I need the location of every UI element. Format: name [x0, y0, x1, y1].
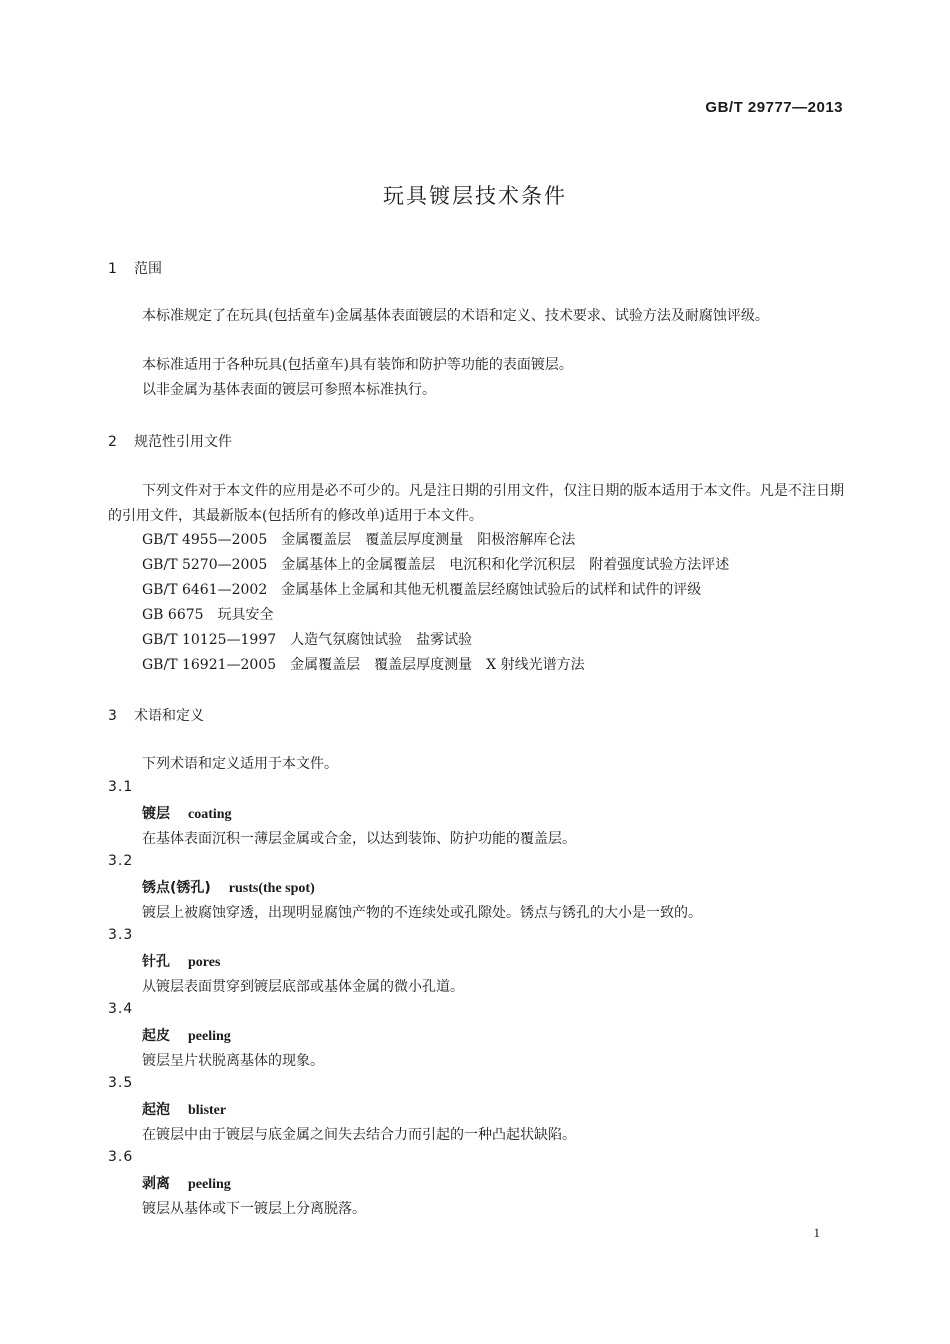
term-zh: 起泡: [142, 1102, 170, 1118]
section-title: 规范性引用文件: [134, 434, 232, 450]
section-title: 术语和定义: [134, 708, 204, 724]
term-heading: [142, 803, 232, 823]
term-definition: 镀层上被腐蚀穿透，出现明显腐蚀产物的不连续处或孔隙处。锈点与锈孔的大小是一致的。: [142, 905, 702, 921]
section-number: 3: [108, 708, 117, 724]
term-definition: 从镀层表面贯穿到镀层底部或基体金属的微小孔道。: [142, 979, 464, 995]
reference-item: [142, 529, 575, 549]
term-en: pores: [188, 955, 221, 970]
term-en: peeling: [188, 1029, 231, 1044]
term-zh: 起皮: [142, 1028, 170, 1044]
term-number: 3.5: [108, 1075, 134, 1091]
paragraph: 本标准规定了在玩具(包括童车)金属基体表面镀层的术语和定义、技术要求、试验方法及耐腐蚀评级。: [142, 308, 769, 324]
term-number: 3.6: [108, 1149, 134, 1165]
term-definition: 镀层呈片状脱离基体的现象。: [142, 1053, 324, 1069]
section-heading: [108, 258, 162, 278]
reference-item: [142, 554, 729, 574]
term-en: blister: [188, 1103, 227, 1118]
document-title: 玩具镀层技术条件: [383, 184, 567, 208]
term-zh: 锈点(锈孔): [142, 880, 211, 896]
reference-code: GB/T 4955—2005: [142, 532, 268, 548]
reference-title: 金属基体上的金属覆盖层 电沉积和化学沉积层 附着强度试验方法评述: [281, 557, 730, 573]
paragraph: 本标准适用于各种玩具(包括童车)具有装饰和防护等功能的表面镀层。: [142, 357, 573, 373]
standard-code: GB/T 29777—2013: [705, 99, 843, 116]
reference-item: [142, 629, 472, 649]
reference-item: [142, 654, 585, 674]
reference-code: GB 6675: [142, 607, 204, 623]
term-heading: [142, 1099, 226, 1119]
paragraph: 下列文件对于本文件的应用是必不可少的。凡是注日期的引用文件，仅注日期的版本适用于本文件。凡是不注日期的引用文件，其最新版本(包括所有的修改单)适用于本文件。: [108, 483, 844, 524]
reference-code: GB/T 6461—2002: [142, 582, 268, 598]
term-zh: 针孔: [142, 954, 170, 970]
reference-title: 玩具安全: [217, 607, 274, 623]
term-en: rusts(the spot): [228, 881, 315, 896]
section-heading: [108, 705, 204, 725]
term-zh: 镀层: [142, 806, 170, 822]
reference-item: [142, 604, 274, 624]
term-definition: 在镀层中由于镀层与底金属之间失去结合力而引起的一种凸起状缺陷。: [142, 1127, 576, 1143]
term-heading: [142, 1025, 231, 1045]
reference-code: GB/T 16921—2005: [142, 657, 277, 673]
section-heading: [108, 431, 232, 451]
term-number: 3.2: [108, 853, 134, 869]
page-number: 1: [813, 1225, 820, 1240]
section-number: 1: [108, 261, 117, 277]
reference-code: GB/T 5270—2005: [142, 557, 268, 573]
paragraph: 下列术语和定义适用于本文件。: [142, 756, 338, 772]
term-heading: [142, 1173, 231, 1193]
reference-item: [142, 579, 701, 599]
term-number: 3.4: [108, 1001, 134, 1017]
term-zh: 剥离: [142, 1176, 170, 1192]
term-definition: 镀层从基体或下一镀层上分离脱落。: [142, 1201, 366, 1217]
reference-title: 金属基体上金属和其他无机覆盖层经腐蚀试验后的试样和试件的评级: [281, 582, 702, 598]
reference-title: 金属覆盖层 覆盖层厚度测量 阳极溶解库仑法: [281, 532, 576, 548]
section-title: 范围: [134, 261, 162, 277]
term-heading: [142, 877, 315, 897]
term-definition: 在基体表面沉积一薄层金属或合金，以达到装饰、防护功能的覆盖层。: [142, 831, 576, 847]
term-number: 3.3: [108, 927, 134, 943]
paragraph: 以非金属为基体表面的镀层可参照本标准执行。: [142, 382, 436, 398]
section-number: 2: [108, 434, 117, 450]
reference-code: GB/T 10125—1997: [142, 632, 277, 648]
reference-title: 人造气氛腐蚀试验 盐雾试验: [290, 632, 473, 648]
term-en: peeling: [188, 1177, 231, 1192]
term-heading: [142, 951, 220, 971]
reference-title: 金属覆盖层 覆盖层厚度测量 X 射线光谱方法: [290, 657, 585, 673]
term-en: coating: [188, 807, 232, 822]
term-number: 3.1: [108, 779, 134, 795]
